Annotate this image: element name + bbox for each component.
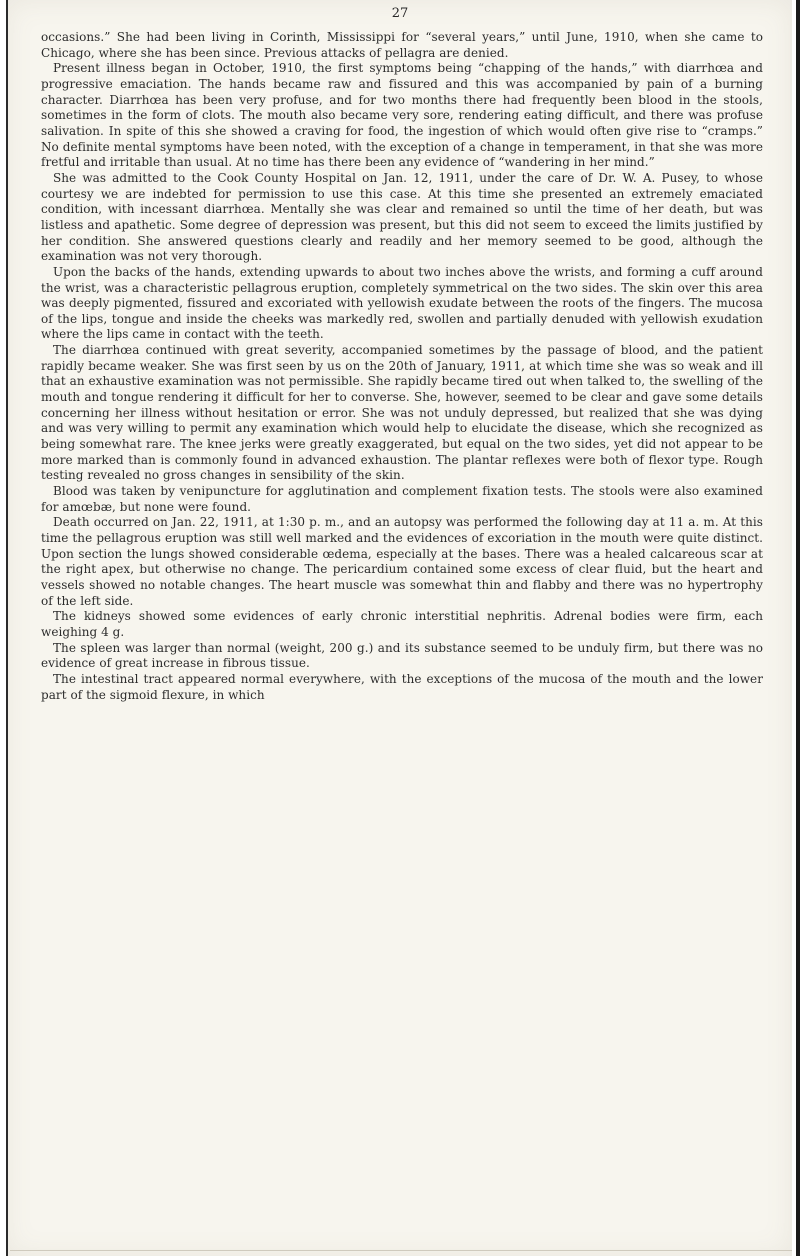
page-bottom-edge (10, 1250, 792, 1251)
paragraph-blood-tests: Blood was taken by venipuncture for agglutination and complement fixation tests. The stools were also examined for amœbæ, but none were found. (41, 484, 763, 514)
scan-right-edge (796, 0, 800, 1256)
page-left-edge (6, 0, 8, 1256)
paragraph-kidneys: The kidneys showed some evidences of early chronic interstitial nephritis. Adrenal bodies were firm, each weighing 4 g. (41, 609, 763, 639)
paragraph-intestinal-tract: The intestinal tract appeared normal everywhere, with the exceptions of the mucosa of the mouth and the lower part of the sigmoid flexure, in which (41, 671, 763, 702)
paragraph-present-illness: Present illness began in October, 1910, the first symptoms being “chapping of the hands,” with diarrhœa and progressive emaciation. The hands became raw and fissured and this was accompanied by pain of a burning character. Diarrhœa has been very profuse, and for two months there had frequently been blood in the stools, sometimes in the form of clots. The mouth also became very sore, rendering eating difficult, and there was profuse salivation. In spite of this she showed a craving for food, the ingestion of which would often give rise to “cramps.” No definite mental symptoms have been noted, with the exception of a change in temperament, in that she was more fretful and irritable than usual. At no time has there been any evidence of “wandering in her mind.” (41, 61, 763, 170)
paragraph-eruption: Upon the backs of the hands, extending upwards to about two inches above the wrists, and forming a cuff around the wrist, was a characteristic pellagrous eruption, completely symmetrical on the two sides. The skin over this area was deeply pigmented, fissured and excoriated with yellowish exudate between the roots of the fingers. The mucosa of the lips, tongue and inside the cheeks was markedly red, swollen and partially denuded with yellowish exudation where the lips came in contact with the teeth. (41, 264, 763, 342)
page-number: 27 (391, 6, 409, 21)
paragraph-course: The diarrhœa continued with great severity, accompanied sometimes by the passage of blood, and the patient rapidly became weaker. She was first seen by us on the 20th of January, 1911, at which time she was so weak and ill that an exhaustive examination was not permissible. She rapidly became tired out when talked to, the swelling of the mouth and tongue rendering it difficult for her to converse. She, however, seemed to be clear and gave some details concerning her illness without hesitation or error. She was not unduly depressed, but realized that she was dying and was very willing to permit any examination which would help to elucidate the disease, which she recognized as being somewhat rare. The knee jerks were greatly exaggerated, but equal on the two sides, yet did not appear to be more marked than is commonly found in advanced exhaustion. The plantar reflexes were both of flexor type. Rough testing revealed no gross changes in sensibility of the skin. (41, 343, 763, 483)
paragraph-admission: She was admitted to the Cook County Hospital on Jan. 12, 1911, under the care of Dr. W. A. Pusey, to whose courtesy we are indebted for permission to use this case. At this time she presented an extremely emaciated condition, with incessant diarrhœa. Mentally she was clear and remained so until the time of her death, but was listless and apathetic. Some degree of depression was present, but this did not seem to exceed the limits justified by her condition. She answered questions clearly and readily and her memory seemed to be good, although the examination was not very thorough. (41, 170, 763, 264)
paragraph-history-continued: occasions.” She had been living in Corinth, Mississippi for “several years,” until June, 1910, when she came to Chicago, where she has been since. Previous attacks of pellagra are denied. (41, 30, 763, 60)
body-text (41, 30, 763, 703)
paragraph-autopsy: Death occurred on Jan. 22, 1911, at 1:30 p. m., and an autopsy was performed the following day at 11 a. m. At this time the pellagrous eruption was still well marked and the evidences of excoriation in the mouth were quite distinct. Upon section the lungs showed considerable œdema, especially at the bases. There was a healed calcareous scar at the right apex, but otherwise no change. The pericardium contained some excess of clear fluid, but the heart and vessels showed no notable changes. The heart muscle was somewhat thin and flabby and there was no hypertrophy of the left side. (41, 515, 763, 608)
paragraph-spleen: The spleen was larger than normal (weight, 200 g.) and its substance seemed to be unduly firm, but there was no evidence of great increase in fibrous tissue. (41, 640, 763, 671)
